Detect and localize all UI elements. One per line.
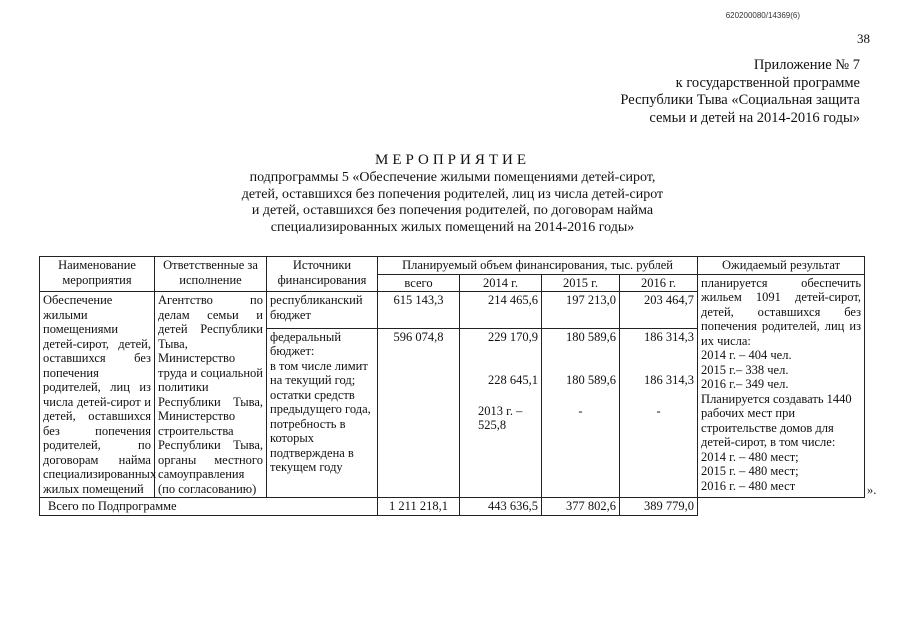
table-header-row [40,257,865,275]
document-stamp: 620200080/14369(6) [725,11,800,20]
subtitle-line: подпрограммы 5 «Обеспечение жилыми помещениями детей-сирот, [249,170,656,185]
appendix-heading [560,57,860,127]
subtitle-line: и детей, оставшихся без попечения родителей, по договорам найма [251,203,654,218]
federal-2015: 180 589,6 [566,329,616,344]
responsible-cell: Агентство по делам семьи и детей Республики Тыва, Министерство труда и социальной политики Республики Тыва, Министерство строительства Республики Тыва, органы местного самоуправления (по согласованию) [155,292,267,498]
subtitle-line: детей, оставшихся без попечения родителей, лиц из числа детей-сирот [241,186,664,202]
limit-2016: 186 314,3 [644,373,695,388]
result-line: Планируется создавать 1440 рабочих мест при строительстве домов для детей-сирот, в том числе: [701,391,852,449]
result-line: 2015 г.– 338 чел. [701,362,789,377]
federal-source-rest: остатки средств предыдущего года, потребность в которых подтверждена в текущем году [270,387,371,475]
limit-2015: 180 589,6 [566,373,616,388]
appendix-line: к государственной программе [675,74,860,91]
subtitle-line: специализированных жилых помещений на 2014-2016 годы» [270,219,635,235]
expected-result-cell [698,274,865,498]
source-federal [267,328,378,497]
rest-2014: 2013 г. – 525,8 [478,403,523,433]
header-2016: 2016 г. [620,274,698,292]
republic-2014: 214 465,6 [460,292,542,329]
result-line: планируется обеспечить жильем 1091 детей-сирот, детей, оставшихся без попечения родителей, лиц из их числа: [701,275,862,348]
closing-quote: ». [867,483,877,497]
header-total: всего [378,274,460,292]
total-result-empty [698,498,865,516]
result-line: 2014 г. – 480 мест; [701,449,799,464]
header-sources: Источники финансирования [267,257,378,292]
appendix-line: Приложение № 7 [753,57,860,73]
rest-2015: - [578,403,583,418]
header-responsible: Ответственные за исполнение [155,257,267,292]
federal-source-main: федеральный бюджет: [270,329,342,359]
document-subtitle [180,170,725,236]
header-2015: 2015 г. [542,274,620,292]
grand-total: 1 211 218,1 [378,498,460,516]
federal-2015-cell [542,328,620,497]
total-2015: 377 802,6 [542,498,620,516]
funding-table [39,256,865,516]
federal-2016: 186 314,3 [644,329,695,344]
total-2016: 389 779,0 [620,498,698,516]
result-line: 2016 г. – 480 мест [701,478,796,493]
header-2014: 2014 г. [460,274,542,292]
republic-2015: 197 213,0 [542,292,620,329]
republic-2016: 203 464,7 [620,292,698,329]
event-name-cell: Обеспечение жилыми помещениями детей-сирот, детей, оставшихся без попечения родителей, лиц из числа детей-сирот и детей, оставшихся без попечения родителей, по договорам найма специализированных жилых помещений [40,292,155,498]
result-line: 2016 г.– 349 чел. [701,377,789,391]
federal-source-limit: в том числе лимит на текущий год; [270,358,368,388]
result-line: 2015 г. – 480 мест; [701,464,799,478]
document-title: МЕРОПРИЯТИЕ [374,152,531,168]
limit-2014: 228 645,1 [488,373,538,388]
total-row [40,498,865,516]
header-planned: Планируемый объем финансирования, тыс. рублей [378,257,698,275]
result-line: 2014 г. – 404 чел. [701,348,792,362]
republic-total: 615 143,3 [378,292,460,329]
header-name: Наименование мероприятия [40,257,155,292]
federal-2014-cell [460,328,542,497]
appendix-line: Республики Тыва «Социальная защита [620,92,860,108]
federal-2016-cell [620,328,698,497]
source-republic: республиканский бюджет [267,292,378,329]
federal-total: 596 074,8 [378,328,460,497]
total-label: Всего по Подпрограмме [40,498,378,516]
rest-2016: - [656,403,661,418]
page-number: 38 [857,31,870,46]
federal-2014: 229 170,9 [488,329,538,344]
total-2014: 443 636,5 [460,498,542,516]
header-result: Ожидаемый результат [698,257,865,275]
appendix-line: семьи и детей на 2014-2016 годы» [649,109,860,126]
